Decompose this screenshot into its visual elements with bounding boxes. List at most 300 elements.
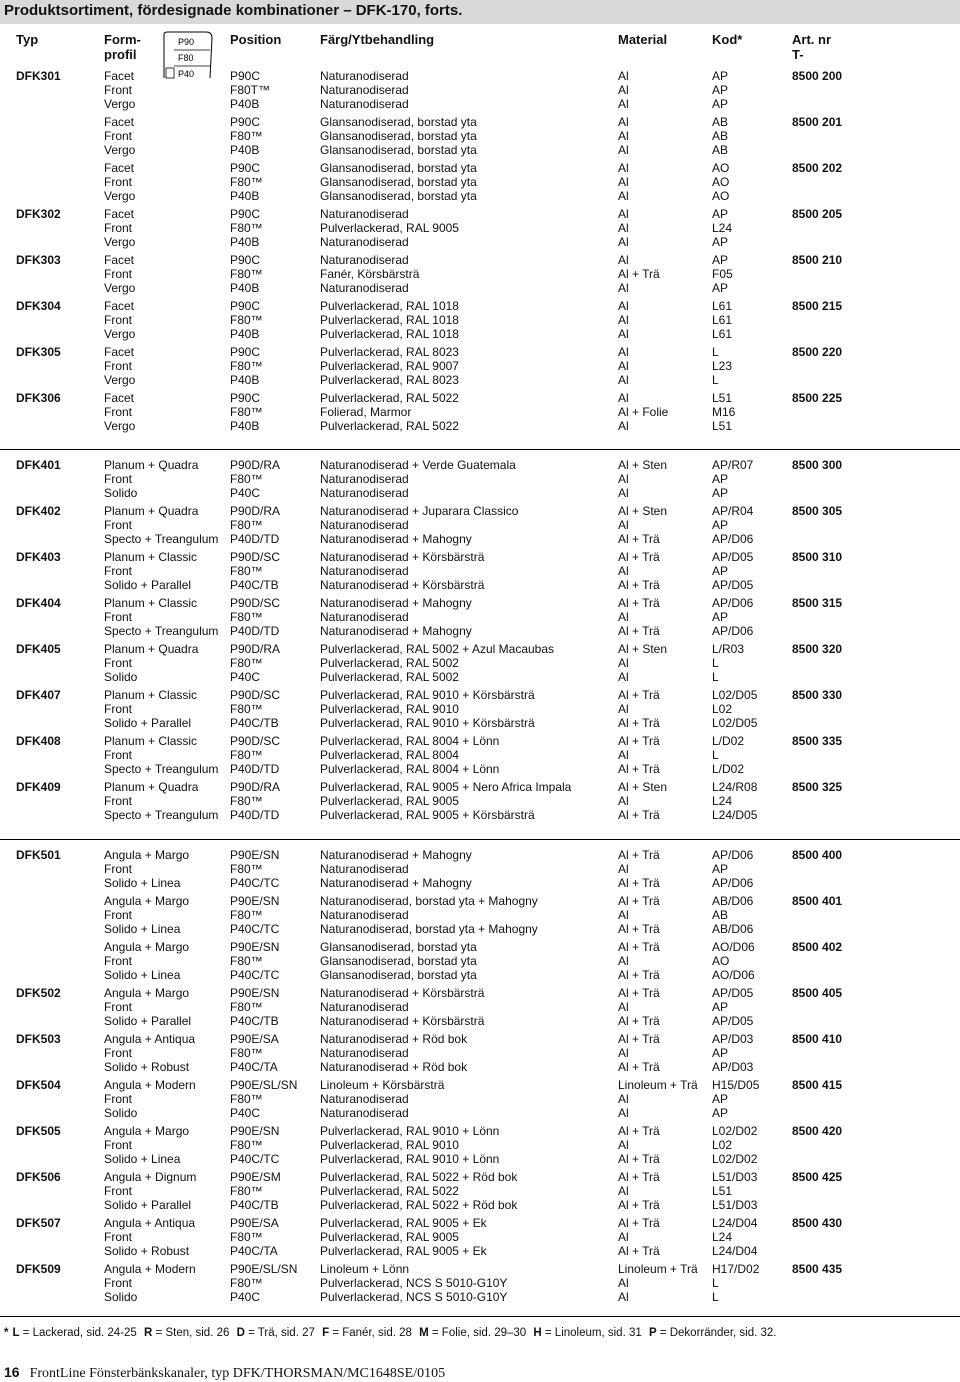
material: Al + Sten xyxy=(618,458,668,472)
article-number: 8500 405 xyxy=(792,986,843,1000)
position: P40C/TC xyxy=(230,1151,280,1166)
material: Al xyxy=(618,609,629,624)
article-number: 8500 410 xyxy=(792,1032,843,1046)
position: F80™ xyxy=(230,517,263,532)
material: Al xyxy=(618,326,629,341)
form-profile: Solido + Linea xyxy=(104,921,181,936)
header-formprofil-line2: profil xyxy=(104,47,137,62)
form-profile: Angula + Modern xyxy=(104,1078,196,1092)
form-profile: Angula + Modern xyxy=(104,1262,196,1276)
material: Al xyxy=(618,69,629,83)
footnote-text: = Sten, sid. 26 xyxy=(152,1327,233,1339)
position: F80™ xyxy=(230,404,263,419)
finish-code: AP/R07 xyxy=(712,458,754,472)
finish: Naturanodiserad + Röd bok xyxy=(320,1059,468,1074)
type-code: DFK305 xyxy=(16,345,61,359)
finish: Naturanodiserad xyxy=(320,609,409,624)
type-code: DFK405 xyxy=(16,642,61,656)
position: P40B xyxy=(230,142,260,157)
finish: Naturanodiserad + Mahogny xyxy=(320,848,472,862)
footnote xyxy=(4,1327,776,1339)
position: P90D/SC xyxy=(230,734,281,748)
finish: Pulverlackerad, RAL 9005 xyxy=(320,220,459,235)
position: P90E/SL/SN xyxy=(230,1262,298,1276)
finish: Pulverlackerad, RAL 5022 xyxy=(320,391,459,405)
section-divider xyxy=(0,449,960,450)
form-profile: Solido xyxy=(104,669,138,684)
position: F80™ xyxy=(230,174,263,189)
finish-code: L51 xyxy=(712,418,733,433)
material: Al xyxy=(618,82,629,97)
form-profile: Specto + Treangulum xyxy=(104,761,219,776)
form-profile: Front xyxy=(104,404,133,419)
finish: Naturanodiserad + Verde Guatemala xyxy=(320,458,516,472)
header-position: Position xyxy=(230,32,282,47)
finish-code: AP xyxy=(712,861,729,876)
finish-code: AP xyxy=(712,609,729,624)
material: Al xyxy=(618,345,629,359)
finish: Pulverlackerad, RAL 9010 xyxy=(320,701,459,716)
finish-code: L xyxy=(712,372,719,387)
material: Al xyxy=(618,253,629,267)
finish: Pulverlackerad, RAL 8004 + Lönn xyxy=(320,761,500,776)
material: Al xyxy=(618,793,629,808)
finish: Pulverlackerad, RAL 1018 xyxy=(320,299,459,313)
finish-code: AP xyxy=(712,96,729,111)
material: Al xyxy=(618,999,629,1014)
finish: Naturanodiserad xyxy=(320,563,409,578)
material: Al xyxy=(618,207,629,221)
footnote-text: = Trä, sid. 27 xyxy=(244,1327,319,1339)
form-profile: Solido + Linea xyxy=(104,1151,181,1166)
form-profile: Planum + Classic xyxy=(104,688,198,702)
section-divider xyxy=(0,839,960,840)
position: P90E/SN xyxy=(230,986,280,1000)
material: Al + Trä xyxy=(618,761,660,776)
type-code: DFK505 xyxy=(16,1124,61,1138)
form-profile: Planum + Classic xyxy=(104,734,198,748)
finish: Naturanodiserad, borstad yta + Mahogny xyxy=(320,921,538,936)
footnote-text: = Dekorränder, sid. 32. xyxy=(656,1327,777,1339)
material: Al xyxy=(618,1275,629,1290)
footnote-text: = Linoleum, sid. 31 xyxy=(541,1327,645,1339)
material: Al xyxy=(618,161,629,175)
material: Al + Trä xyxy=(618,921,660,936)
position: P90E/SM xyxy=(230,1170,281,1184)
finish-code: L51/D03 xyxy=(712,1170,758,1184)
type-code: DFK303 xyxy=(16,253,61,267)
position: P90D/RA xyxy=(230,504,281,518)
header-kod: Kod* xyxy=(712,32,743,47)
material: Al xyxy=(618,1183,629,1198)
finish: Naturanodiserad + Körsbärsträ xyxy=(320,1013,485,1028)
finish-code: L51 xyxy=(712,1183,733,1198)
finish: Glansanodiserad, borstad yta xyxy=(320,940,477,954)
form-profile: Facet xyxy=(104,161,135,175)
finish: Pulverlackerad, RAL 5022 + Röd bok xyxy=(320,1170,518,1184)
form-profile: Vergo xyxy=(104,96,136,111)
footnote-text: = Lackerad, sid. 24-25 xyxy=(19,1327,141,1339)
finish: Naturanodiserad + Mahogny xyxy=(320,596,472,610)
position: P40C xyxy=(230,485,261,500)
material: Al + Trä xyxy=(618,1124,660,1138)
finish-code: AO xyxy=(712,188,730,203)
material: Al + Trä xyxy=(618,623,660,638)
profile-label-p40: P40 xyxy=(178,69,195,79)
finish: Glansanodiserad, borstad yta xyxy=(320,115,477,129)
form-profile: Vergo xyxy=(104,188,136,203)
article-number: 8500 335 xyxy=(792,734,843,748)
finish-code: AP xyxy=(712,280,729,295)
finish-code: L02 xyxy=(712,701,733,716)
type-code: DFK306 xyxy=(16,391,61,405)
form-profile: Vergo xyxy=(104,280,136,295)
form-profile: Angula + Antiqua xyxy=(104,1032,196,1046)
material: Al + Trä xyxy=(618,848,660,862)
footnote-key: * xyxy=(4,1327,9,1339)
finish: Naturanodiserad xyxy=(320,234,409,249)
type-code: DFK408 xyxy=(16,734,61,748)
material: Al xyxy=(618,128,629,143)
footnote-key: R xyxy=(144,1327,153,1339)
finish-code: AO xyxy=(712,174,730,189)
type-code: DFK304 xyxy=(16,299,61,313)
material: Al + Trä xyxy=(618,807,660,822)
finish: Glansanodiserad, borstad yta xyxy=(320,142,477,157)
finish-code: L61 xyxy=(712,326,733,341)
position: P90E/SA xyxy=(230,1032,279,1046)
form-profile: Solido xyxy=(104,1289,138,1304)
form-profile: Solido + Linea xyxy=(104,875,181,890)
header-farg: Färg/Ytbehandling xyxy=(320,32,435,47)
finish-code: AP/D03 xyxy=(712,1059,754,1074)
finish-code: L xyxy=(712,345,719,359)
finish-code: AP/D05 xyxy=(712,577,754,592)
material: Al xyxy=(618,1105,629,1120)
position: F80™ xyxy=(230,793,263,808)
finish-code: L24 xyxy=(712,220,733,235)
form-profile: Solido xyxy=(104,485,138,500)
material: Al xyxy=(618,312,629,327)
form-profile: Front xyxy=(104,953,133,968)
finish: Naturanodiserad xyxy=(320,69,409,83)
material: Al + Trä xyxy=(618,1032,660,1046)
finish: Pulverlackerad, RAL 9005 + Nero Africa Impala xyxy=(320,780,572,794)
finish: Pulverlackerad, RAL 9005 xyxy=(320,793,459,808)
finish-code: AP xyxy=(712,471,729,486)
position: F80™ xyxy=(230,747,263,762)
profile-label-f80: F80 xyxy=(178,53,194,63)
position: P90D/RA xyxy=(230,780,281,794)
position: P40C/TC xyxy=(230,875,280,890)
position: F80™ xyxy=(230,1045,263,1060)
position: P40C/TC xyxy=(230,967,280,982)
header-artnr-line2: T- xyxy=(792,47,804,62)
footnote-key: F xyxy=(322,1327,330,1339)
article-number: 8500 220 xyxy=(792,345,843,359)
finish-code: L02/D02 xyxy=(712,1151,758,1166)
footnote-key: P xyxy=(648,1327,657,1339)
finish: Pulverlackerad, RAL 1018 xyxy=(320,312,459,327)
position: P40B xyxy=(230,418,260,433)
finish-code: AB xyxy=(712,142,729,157)
position: F80™ xyxy=(230,1183,263,1198)
form-profile: Specto + Treangulum xyxy=(104,531,219,546)
material: Al + Trä xyxy=(618,1151,660,1166)
material: Al + Trä xyxy=(618,986,660,1000)
finish-code: AP xyxy=(712,234,729,249)
form-profile: Angula + Margo xyxy=(104,1124,190,1138)
material: Al + Trä xyxy=(618,1059,660,1074)
position: P40C/TB xyxy=(230,577,279,592)
article-number: 8500 200 xyxy=(792,69,843,83)
finish-code: AP/D03 xyxy=(712,1032,754,1046)
finish: Pulverlackerad, RAL 9007 xyxy=(320,358,459,373)
position: P90C xyxy=(230,299,261,313)
finish-code: L23 xyxy=(712,358,733,373)
article-number: 8500 210 xyxy=(792,253,843,267)
finish-code: AP/D06 xyxy=(712,875,754,890)
article-number: 8500 215 xyxy=(792,299,843,313)
material: Al + Trä xyxy=(618,734,660,748)
position: F80™ xyxy=(230,999,263,1014)
position: F80™ xyxy=(230,266,263,281)
finish-code: L xyxy=(712,1289,719,1304)
finish: Pulverlackerad, RAL 9005 + Körsbärsträ xyxy=(320,807,535,822)
form-profile: Solido + Parallel xyxy=(104,715,192,730)
material: Al + Sten xyxy=(618,642,668,656)
material: Al xyxy=(618,234,629,249)
material: Al + Folie xyxy=(618,404,669,419)
type-code: DFK403 xyxy=(16,550,61,564)
form-profile: Angula + Margo xyxy=(104,894,190,908)
position: P90D/SC xyxy=(230,688,281,702)
section-divider xyxy=(0,1316,960,1317)
finish-code: L61 xyxy=(712,299,733,313)
finish-code: AP xyxy=(712,82,729,97)
position: P40C/TA xyxy=(230,1243,278,1258)
form-profile: Facet xyxy=(104,253,135,267)
article-number: 8500 320 xyxy=(792,642,843,656)
position: F80™ xyxy=(230,1229,263,1244)
material: Al xyxy=(618,220,629,235)
position: P90E/SN xyxy=(230,894,280,908)
finish: Naturanodiserad + Körsbärsträ xyxy=(320,550,485,564)
form-profile: Facet xyxy=(104,391,135,405)
form-profile: Facet xyxy=(104,207,135,221)
finish-code: L24/D05 xyxy=(712,807,758,822)
position: P40B xyxy=(230,280,260,295)
position: P90E/SN xyxy=(230,848,280,862)
article-number: 8500 305 xyxy=(792,504,843,518)
position: F80™ xyxy=(230,220,263,235)
finish: Naturanodiserad xyxy=(320,280,409,295)
position: F80™ xyxy=(230,128,263,143)
material: Al xyxy=(618,358,629,373)
article-number: 8500 201 xyxy=(792,115,843,129)
material: Al xyxy=(618,174,629,189)
position: P90C xyxy=(230,253,261,267)
article-number: 8500 300 xyxy=(792,458,843,472)
finish-code: L xyxy=(712,747,719,762)
form-profile: Solido + Parallel xyxy=(104,577,192,592)
material: Al xyxy=(618,1137,629,1152)
finish: Pulverlackerad, RAL 9010 + Lönn xyxy=(320,1151,500,1166)
finish-code: L/R03 xyxy=(712,642,745,656)
finish: Pulverlackerad, RAL 5002 xyxy=(320,669,459,684)
finish: Linoleum + Lönn xyxy=(320,1262,410,1276)
header-formprofil-line1: Form- xyxy=(104,32,141,47)
finish: Pulverlackerad, RAL 8023 xyxy=(320,345,459,359)
material: Al xyxy=(618,418,629,433)
finish: Naturanodiserad xyxy=(320,861,409,876)
form-profile: Planum + Classic xyxy=(104,550,198,564)
finish-code: F05 xyxy=(712,266,733,281)
finish: Pulverlackerad, RAL 9010 + Körsbärsträ xyxy=(320,688,535,702)
position: P40B xyxy=(230,188,260,203)
profile-diagram xyxy=(160,30,216,84)
position: P90E/SL/SN xyxy=(230,1078,298,1092)
form-profile: Vergo xyxy=(104,234,136,249)
finish: Pulverlackerad, RAL 9010 xyxy=(320,1137,459,1152)
form-profile: Solido + Parallel xyxy=(104,1013,192,1028)
form-profile: Front xyxy=(104,701,133,716)
type-code: DFK404 xyxy=(16,596,61,610)
material: Al xyxy=(618,372,629,387)
material: Al xyxy=(618,1045,629,1060)
position: P90C xyxy=(230,115,261,129)
finish-code: AP/D05 xyxy=(712,1013,754,1028)
footnote-key: M xyxy=(419,1327,429,1339)
finish: Pulverlackerad, RAL 9010 + Lönn xyxy=(320,1124,500,1138)
position: P40B xyxy=(230,234,260,249)
material: Al + Trä xyxy=(618,1197,660,1212)
type-code: DFK402 xyxy=(16,504,61,518)
position: P40B xyxy=(230,96,260,111)
finish-code: L/D02 xyxy=(712,761,745,776)
material: Al xyxy=(618,701,629,716)
finish-code: L24/R08 xyxy=(712,780,758,794)
form-profile: Facet xyxy=(104,299,135,313)
finish: Naturanodiserad xyxy=(320,96,409,111)
position: P40C xyxy=(230,1289,261,1304)
material: Al + Trä xyxy=(618,1170,660,1184)
position: P40B xyxy=(230,372,260,387)
form-profile: Angula + Dignum xyxy=(104,1170,197,1184)
finish-code: L xyxy=(712,655,719,670)
form-profile: Front xyxy=(104,220,133,235)
finish-code: L/D02 xyxy=(712,734,745,748)
article-number: 8500 205 xyxy=(792,207,843,221)
article-number: 8500 435 xyxy=(792,1262,843,1276)
form-profile: Front xyxy=(104,1275,133,1290)
finish: Naturanodiserad + Mahogny xyxy=(320,875,472,890)
finish-code: AP/D06 xyxy=(712,623,754,638)
position: F80™ xyxy=(230,701,263,716)
position: P90D/SC xyxy=(230,596,281,610)
position: P90D/RA xyxy=(230,458,281,472)
material: Al xyxy=(618,280,629,295)
finish-code: M16 xyxy=(712,404,736,419)
material: Al xyxy=(618,471,629,486)
position: P40D/TD xyxy=(230,807,280,822)
material: Al + Trä xyxy=(618,1243,660,1258)
form-profile: Front xyxy=(104,655,133,670)
footnote-key: D xyxy=(236,1327,245,1339)
form-profile: Specto + Treangulum xyxy=(104,807,219,822)
form-profile: Solido + Linea xyxy=(104,967,181,982)
article-number: 8500 401 xyxy=(792,894,843,908)
material: Al xyxy=(618,485,629,500)
article-number: 8500 315 xyxy=(792,596,843,610)
form-profile: Angula + Margo xyxy=(104,940,190,954)
material: Al + Trä xyxy=(618,940,660,954)
form-profile: Front xyxy=(104,1137,133,1152)
finish: Glansanodiserad, borstad yta xyxy=(320,967,477,982)
position: P40C/TA xyxy=(230,1059,278,1074)
finish-code: L02 xyxy=(712,1137,733,1152)
form-profile: Front xyxy=(104,128,133,143)
finish-code: AP/D05 xyxy=(712,550,754,564)
finish-code: AP xyxy=(712,1105,729,1120)
form-profile: Front xyxy=(104,1045,133,1060)
form-profile: Front xyxy=(104,358,133,373)
form-profile: Front xyxy=(104,517,133,532)
finish-code: L51 xyxy=(712,391,733,405)
finish: Pulverlackerad, RAL 5002 + Azul Macaubas xyxy=(320,642,555,656)
type-code: DFK409 xyxy=(16,780,61,794)
finish: Pulverlackerad, RAL 8023 xyxy=(320,372,459,387)
page-number: 16 xyxy=(4,1364,20,1380)
form-profile: Front xyxy=(104,174,133,189)
type-code: DFK506 xyxy=(16,1170,61,1184)
position: F80™ xyxy=(230,953,263,968)
form-profile: Vergo xyxy=(104,326,136,341)
finish-code: H15/D05 xyxy=(712,1078,760,1092)
finish-code: AO/D06 xyxy=(712,940,755,954)
form-profile: Solido + Parallel xyxy=(104,1197,192,1212)
finish: Fanér, Körsbärsträ xyxy=(320,266,420,281)
finish: Naturanodiserad xyxy=(320,207,409,221)
header-typ: Typ xyxy=(16,32,39,47)
finish: Folierad, Marmor xyxy=(320,404,412,419)
position: F80™ xyxy=(230,312,263,327)
finish: Pulverlackerad, RAL 5022 + Röd bok xyxy=(320,1197,518,1212)
finish-code: L02/D05 xyxy=(712,688,758,702)
position: P90D/RA xyxy=(230,642,281,656)
type-code: DFK401 xyxy=(16,458,61,472)
finish: Pulverlackerad, RAL 8004 xyxy=(320,747,459,762)
position: P90C xyxy=(230,391,261,405)
form-profile: Specto + Treangulum xyxy=(104,623,219,638)
material: Al + Trä xyxy=(618,875,660,890)
type-code: DFK504 xyxy=(16,1078,61,1092)
material: Al xyxy=(618,142,629,157)
form-profile: Front xyxy=(104,1183,133,1198)
finish: Linoleum + Körsbärsträ xyxy=(320,1078,445,1092)
form-profile: Angula + Margo xyxy=(104,848,190,862)
article-number: 8500 325 xyxy=(792,780,843,794)
form-profile: Planum + Classic xyxy=(104,596,198,610)
form-profile: Front xyxy=(104,907,133,922)
type-code: DFK407 xyxy=(16,688,61,702)
finish: Naturanodiserad xyxy=(320,82,409,97)
finish: Naturanodiserad + Mahogny xyxy=(320,623,472,638)
finish-code: AP/D05 xyxy=(712,986,754,1000)
form-profile: Front xyxy=(104,471,133,486)
finish: Naturanodiserad xyxy=(320,485,409,500)
material: Al xyxy=(618,299,629,313)
